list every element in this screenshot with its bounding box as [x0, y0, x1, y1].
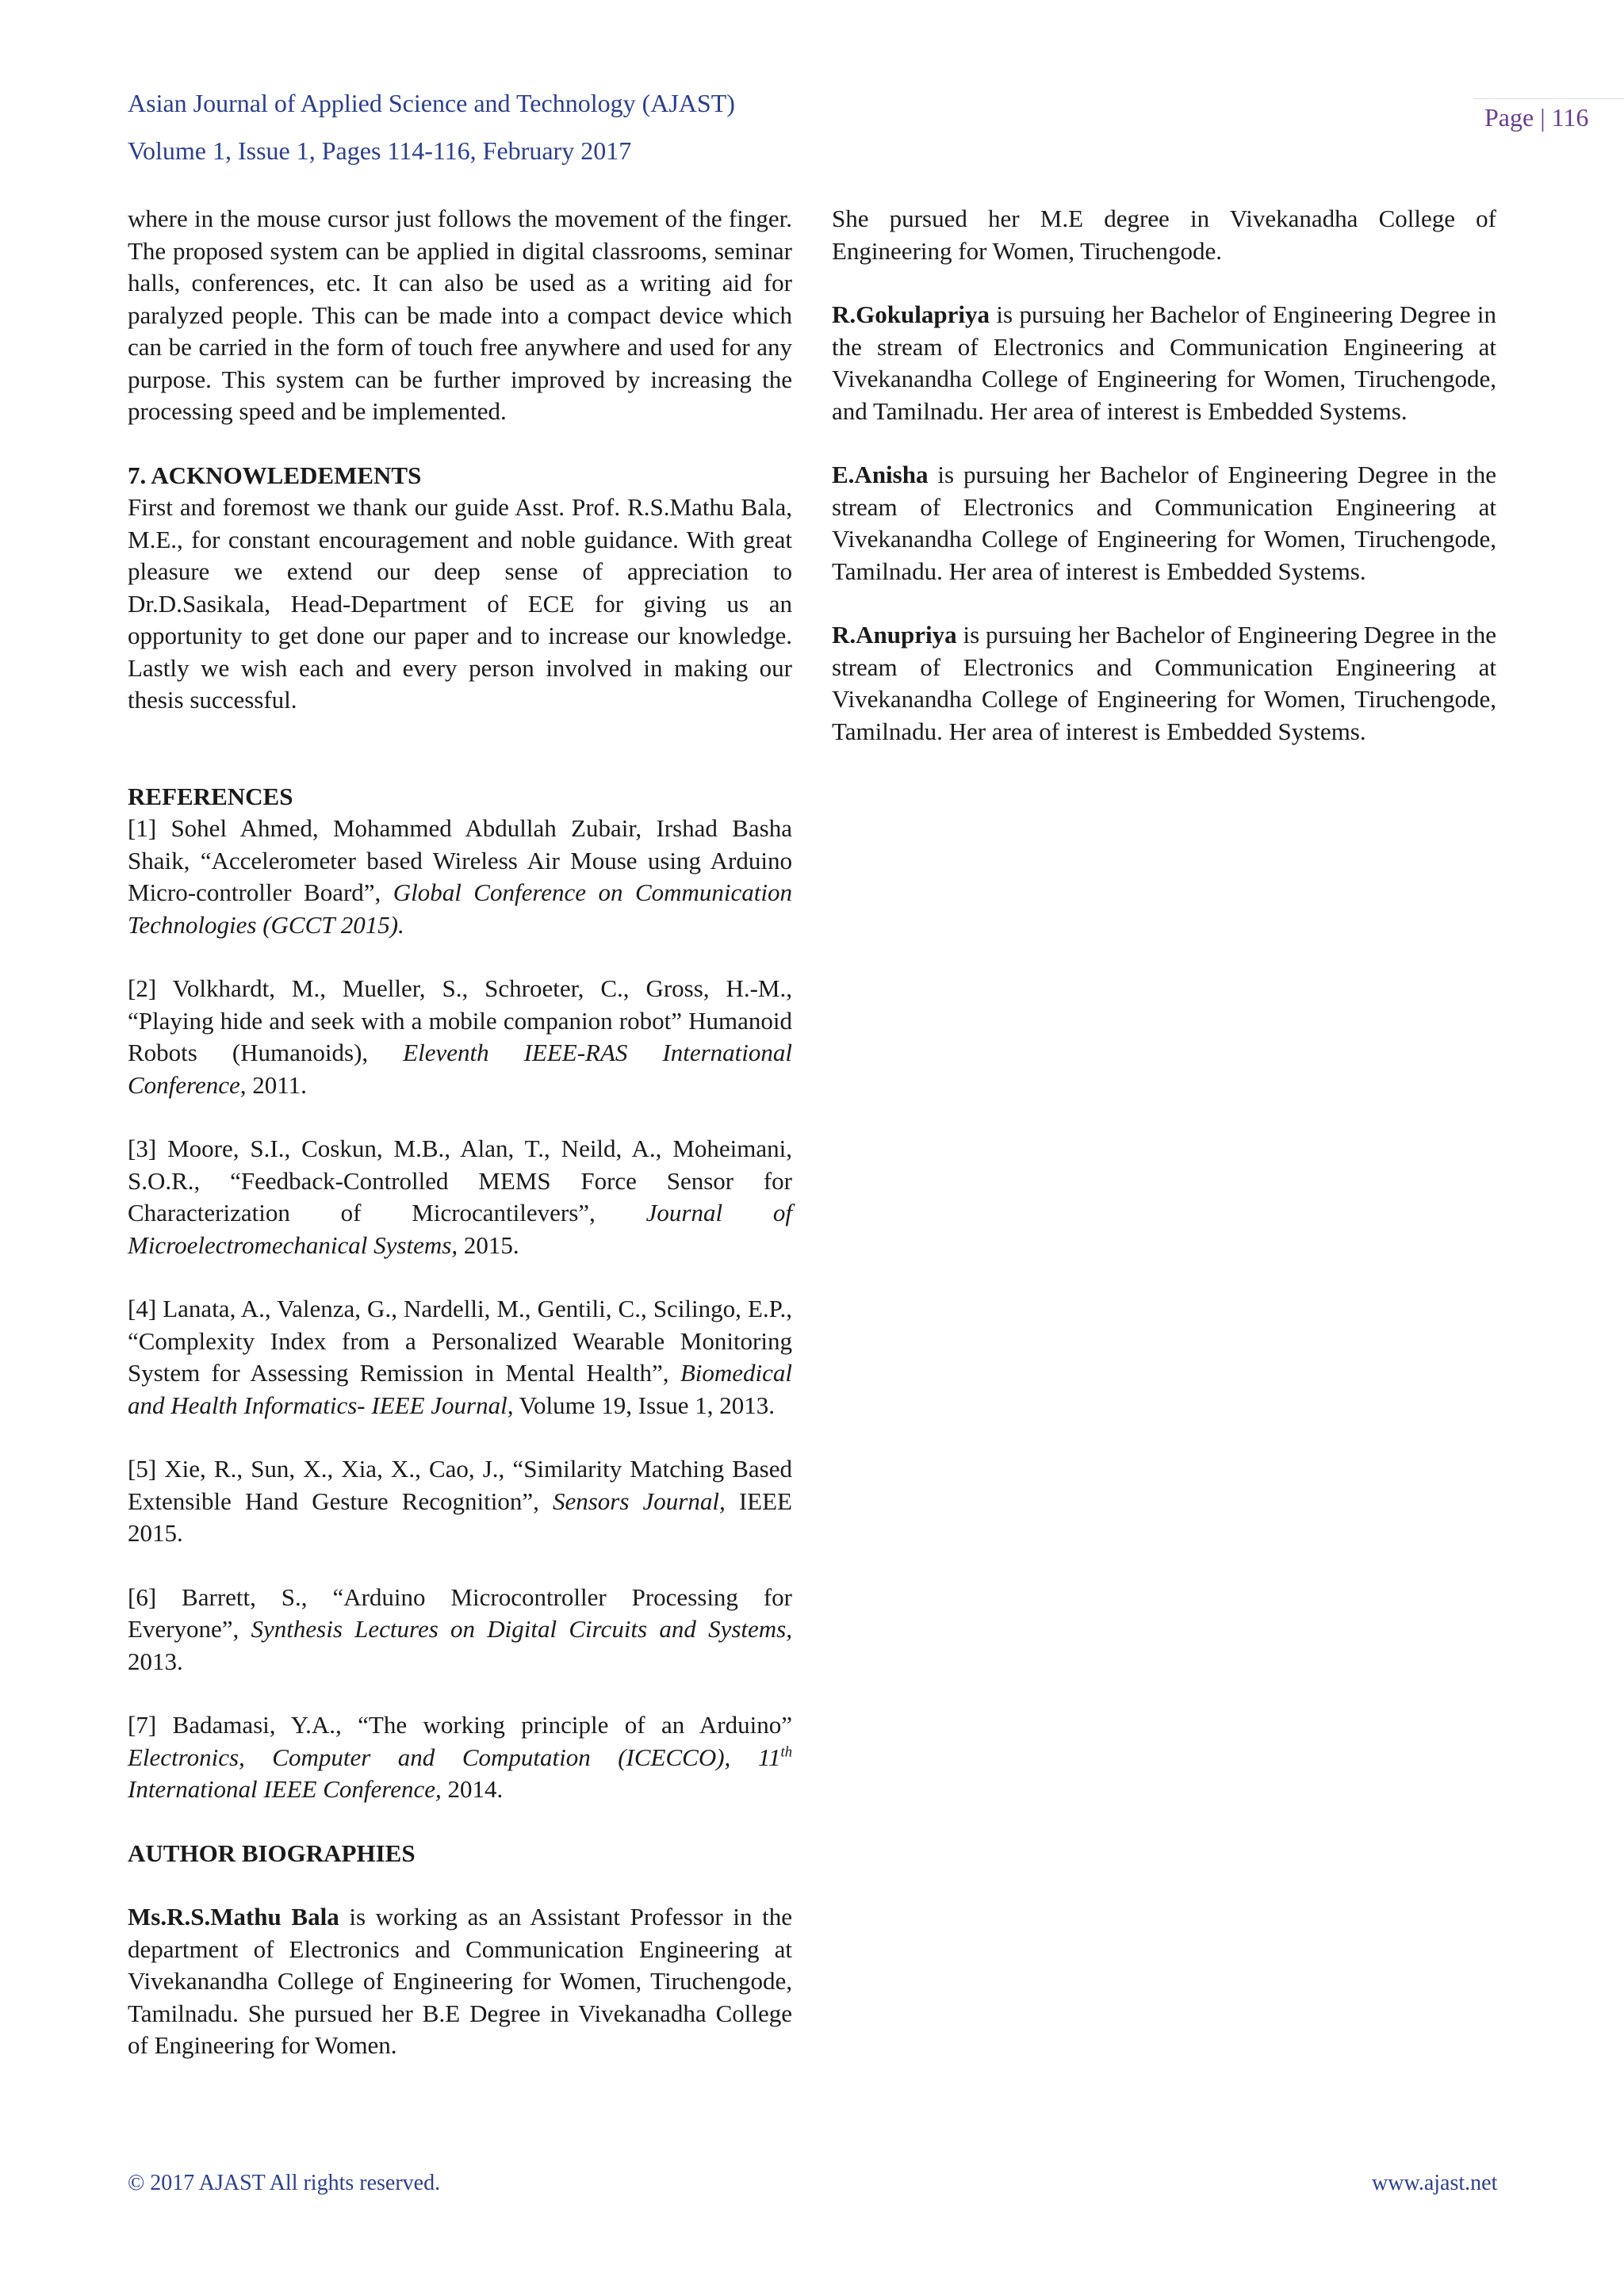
author-name: R.Anupriya: [832, 621, 957, 649]
reference-item: [7] Badamasi, Y.A., “The working principle of an Arduino” Electronics, Computer and Computation (ICECCO), 11th International IEEE Conference, 2014.: [128, 1711, 792, 1803]
page-number: Page | 116: [1484, 103, 1589, 132]
header-rule: [1473, 98, 1624, 99]
author-bio: R.Anupriya is pursuing her Bachelor of Engineering Degree in the stream of Electronics and Communication Engineering at Vivekanandha College of Engineering for Women, Tiruchengode, Tamilnadu. Her area of interest is Embedded Systems.: [832, 621, 1496, 745]
author-biographies-heading: AUTHOR BIOGRAPHIES: [128, 1839, 416, 1867]
reference-item: [4] Lanata, A., Valenza, G., Nardelli, M., Gentili, C., Scilingo, E.P., “Complexity Index from a Personalized Wearable Monitoring System for Assessing Remission in Mental Health”, Biomedical and Health Informatics- IEEE Journal, Volume 19, Issue 1, 2013.: [128, 1295, 792, 1419]
author-bio: E.Anisha is pursuing her Bachelor of Engineering Degree in the stream of Electronics and Communication Engineering at Vivekanandha College of Engineering for Women, Tiruchengode, Tamilnadu. Her area of interest is Embedded Systems.: [832, 461, 1496, 585]
left-column: [128, 203, 792, 2062]
author-name: Ms.R.S.Mathu Bala: [128, 1903, 339, 1931]
journal-volume: Volume 1, Issue 1, Pages 114-116, February 2017: [128, 136, 632, 165]
reference-item: [2] Volkhardt, M., Mueller, S., Schroeter, C., Gross, H.-M., “Playing hide and seek with a mobile companion robot” Humanoid Robots (Humanoids), Eleventh IEEE-RAS International Conference, 2011.: [128, 974, 792, 1099]
conclusion-paragraph: where in the mouse cursor just follows the movement of the finger. The proposed system can be applied in digital classrooms, seminar halls, conferences, etc. It can also be used as a writing aid for paralyzed people. This can be made into a compact device which can be carried in the form of touch free anywhere and used for any purpose. This system can be further improved by increasing the processing speed and be implemented.: [128, 205, 792, 425]
copyright-notice: © 2017 AJAST All rights reserved.: [128, 2171, 441, 2195]
acknowledgements-heading: 7. ACKNOWLEDEMENTS: [128, 461, 422, 489]
reference-item: [1] Sohel Ahmed, Mohammed Abdullah Zubair, Irshad Basha Shaik, “Accelerometer based Wireless Air Mouse using Arduino Micro-controller Board”, Global Conference on Communication Technologies (GCCT 2015).: [128, 814, 792, 939]
reference-item: [6] Barrett, S., “Arduino Microcontroller Processing for Everyone”, Synthesis Lectures on Digital Circuits and Systems, 2013.: [128, 1582, 793, 1675]
references-heading: REFERENCES: [128, 782, 293, 810]
author-bio: R.Gokulapriya is pursuing her Bachelor of Engineering Degree in the stream of Electronics and Communication Engineering at Vivekanandha College of Engineering for Women, Tiruchengode, and Tamilnadu. Her area of interest is Embedded Systems.: [832, 300, 1496, 425]
reference-item: [3] Moore, S.I., Coskun, M.B., Alan, T., Neild, A., Moheimani, S.O.R., “Feedback-Controlled MEMS Force Sensor for Characterization of Microcantilevers”, Journal of Microelectromechanical Systems, 2015.: [128, 1135, 792, 1259]
right-column: [832, 203, 1496, 748]
author-bio-continued: She pursued her M.E degree in Vivekanadha College of Engineering for Women, Tiruchengode.: [832, 205, 1496, 265]
author-name: E.Anisha: [832, 461, 929, 488]
author-bio: Ms.R.S.Mathu Bala is working as an Assistant Professor in the department of Electronics and Communication Engineering at Vivekanandha College of Engineering for Women, Tiruchengode, Tamilnadu. She pursued her B.E Degree in Vivekanadha College of Engineering for Women.: [128, 1903, 792, 2059]
acknowledgements-text: First and foremost we thank our guide Asst. Prof. R.S.Mathu Bala, M.E., for constant encouragement and noble guidance. With great pleasure we extend our deep sense of appreciation to Dr.D.Sasikala, Head-Department of ECE for giving us an opportunity to get done our paper and to increase our knowledge. Lastly we wish each and every person involved in making our thesis successful.: [128, 493, 792, 714]
journal-website-link[interactable]: www.ajast.net: [1372, 2171, 1498, 2195]
journal-title: Asian Journal of Applied Science and Technology (AJAST): [128, 89, 735, 117]
author-name: R.Gokulapriya: [832, 300, 990, 328]
reference-item: [5] Xie, R., Sun, X., Xia, X., Cao, J., “Similarity Matching Based Extensible Hand Gesture Recognition”, Sensors Journal, IEEE 2015.: [128, 1455, 792, 1547]
